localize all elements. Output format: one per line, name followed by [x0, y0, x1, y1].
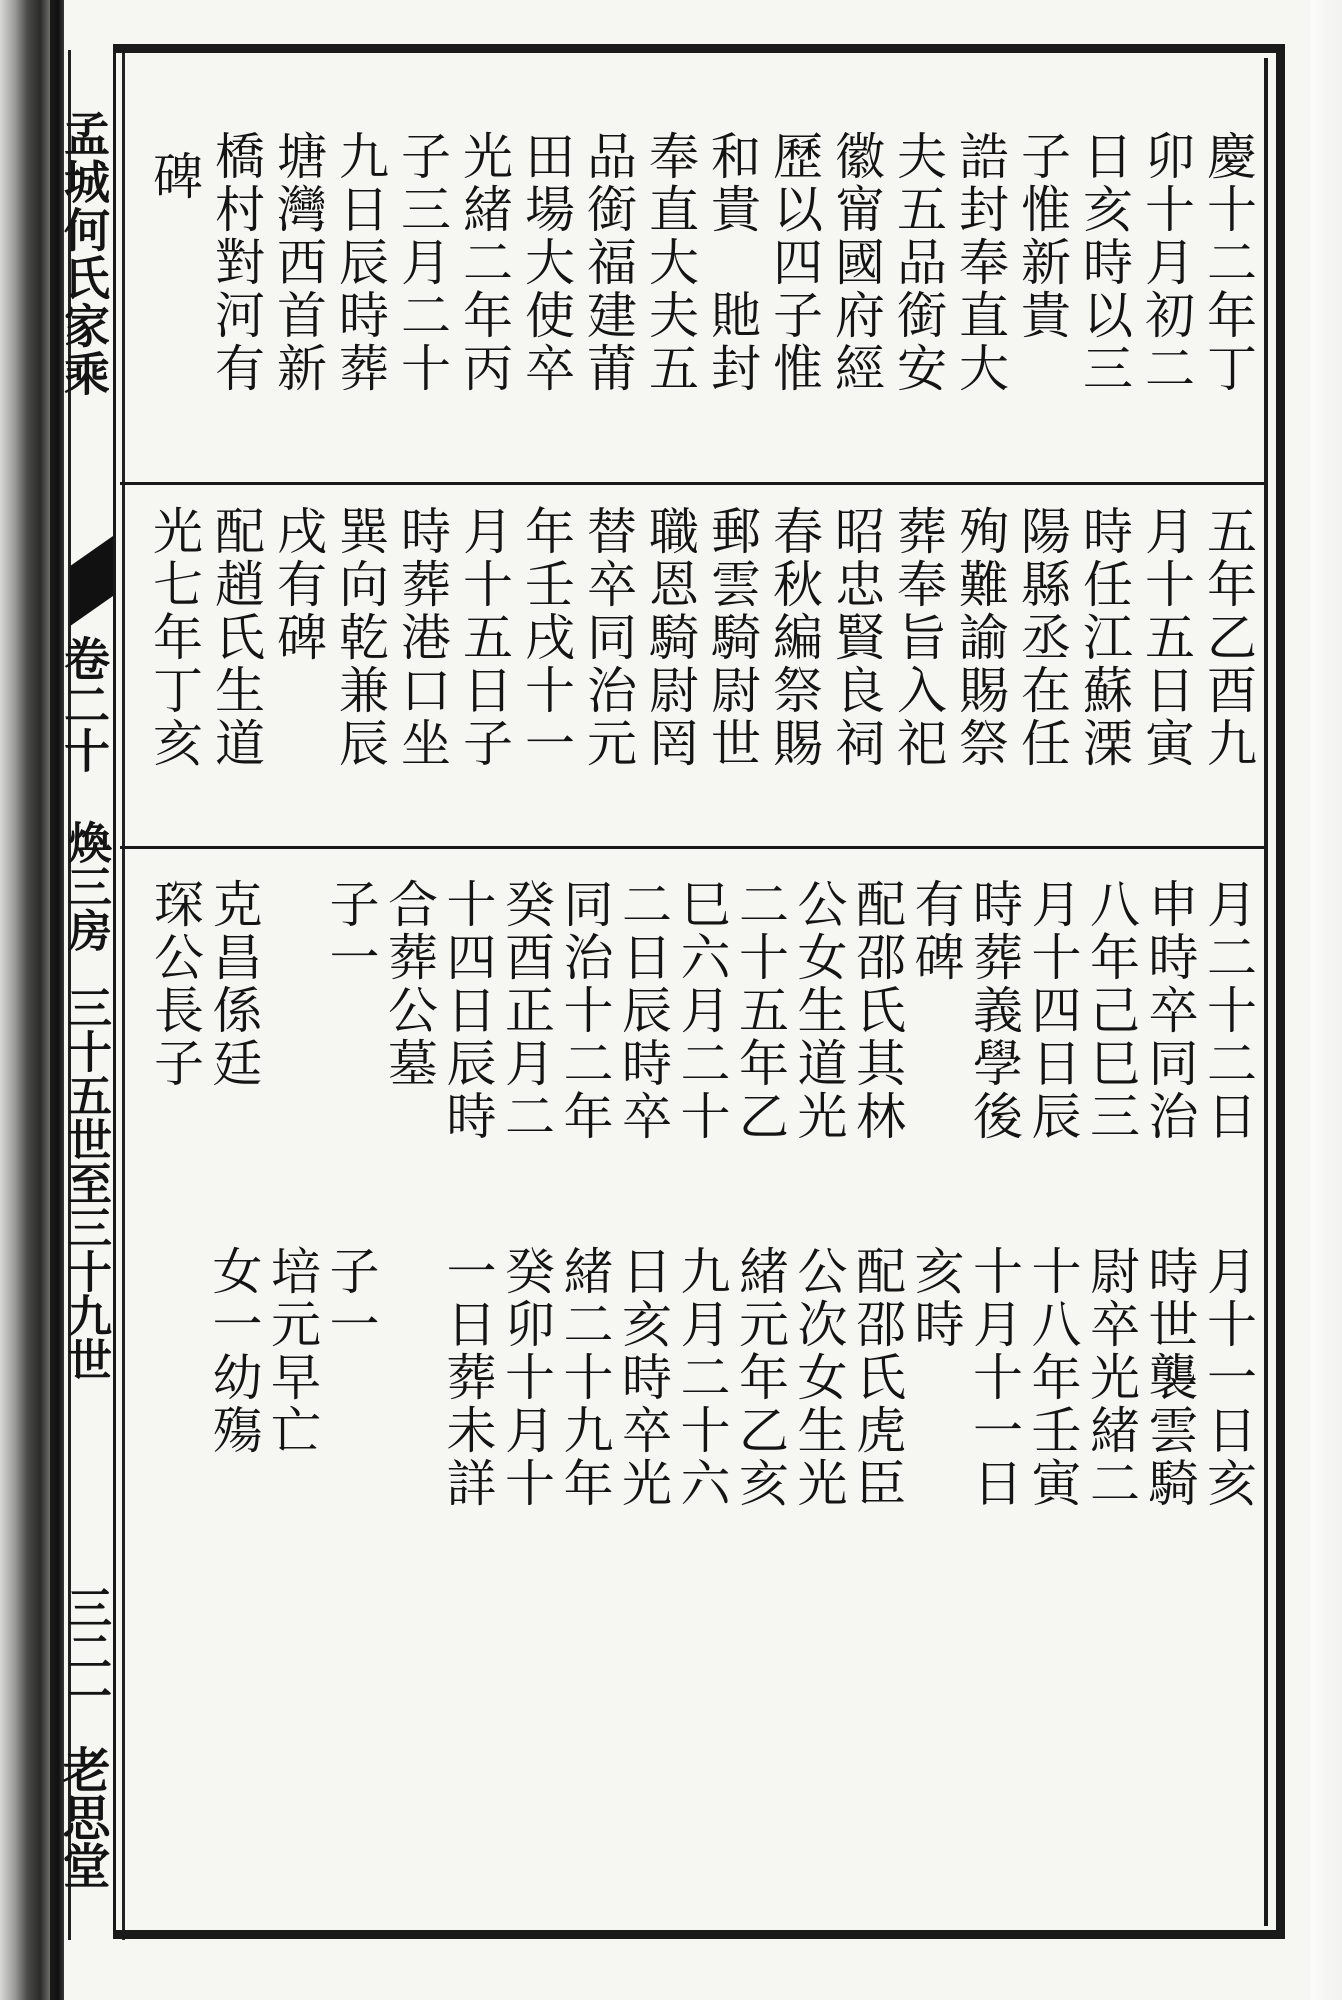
text-column: 月十五日寅	[1137, 505, 1195, 770]
branch-label: 煥三房	[60, 820, 111, 952]
text-column-upper: 有碑	[906, 878, 965, 984]
text-column-upper: 公女生道光	[789, 878, 848, 1143]
text-column: 時葬港口坐	[393, 505, 451, 770]
text-column: 昭忠賢良祠	[827, 505, 885, 770]
text-column: 陽縣丞在任	[1013, 505, 1071, 770]
text-column-lower: 女一幼殤	[204, 1245, 263, 1457]
text-column: 職恩騎尉罔	[641, 505, 699, 770]
text-column-upper: 二日辰時卒	[614, 878, 672, 1143]
section-divider	[120, 482, 1268, 485]
generations-label: 三十五世至三十九世	[60, 985, 111, 1381]
text-column-upper: 時葬義學後	[965, 878, 1023, 1143]
text-column: 郵雲騎尉世	[703, 505, 761, 770]
page-right-margin	[1310, 0, 1342, 2000]
text-column: 奉直大夫五	[641, 130, 699, 395]
text-column-upper: 合葬公墓	[380, 878, 438, 1090]
text-column: 戌有碑	[269, 505, 327, 664]
text-column: 替卒同治元	[579, 505, 637, 770]
volume-label: 卷二十	[57, 635, 111, 773]
text-column-upper: 子一	[321, 878, 380, 984]
text-column-upper: 二十五年乙	[731, 878, 789, 1143]
text-column: 日亥時以三	[1075, 130, 1133, 395]
text-column-upper: 克昌係廷	[204, 878, 263, 1090]
text-column-lower: 十八年壬寅	[1023, 1245, 1082, 1510]
text-column-upper: 申時卒同治	[1140, 878, 1199, 1143]
text-column: 徽甯國府經	[827, 130, 885, 395]
text-column: 殉難諭賜祭	[951, 505, 1009, 770]
text-column-lower: 一日葬未詳	[438, 1245, 497, 1510]
text-column-lower: 公次女生光	[789, 1245, 848, 1510]
text-column-lower: 癸卯十月十	[497, 1245, 555, 1510]
book-spine-shadow	[0, 0, 50, 2000]
text-column-lower: 培元早亡	[263, 1245, 321, 1457]
text-column: 子惟新貴	[1013, 130, 1071, 342]
text-column: 誥封奉直大	[951, 130, 1009, 395]
text-column-upper: 同治十二年	[555, 878, 614, 1143]
text-column: 葬奉旨入祀	[889, 505, 947, 770]
text-column-upper: 八年己巳三	[1082, 878, 1140, 1143]
text-column: 橋村對河有	[207, 130, 265, 395]
text-column-lower: 九月二十六	[672, 1245, 731, 1510]
text-column: 年壬戌十一	[517, 505, 575, 770]
text-column: 田場大使卒	[517, 130, 575, 395]
text-column-lower: 月十一日亥	[1199, 1245, 1257, 1510]
text-column: 子三月二十	[393, 130, 451, 395]
text-column: 光緒二年丙	[455, 130, 513, 395]
text-column: 歷以四子惟	[765, 130, 823, 395]
text-column: 卯十月初二	[1137, 130, 1195, 395]
text-column-lower: 時世襲雲騎	[1140, 1245, 1199, 1510]
text-column: 品銜福建莆	[579, 130, 637, 395]
hall-name: 老思堂	[54, 1745, 110, 1889]
text-column: 光七年丁亥	[145, 505, 203, 770]
text-column-lower: 配邵氏虎臣	[848, 1245, 906, 1510]
text-column-upper: 十四日辰時	[438, 878, 497, 1143]
text-column: 和貴 貤封	[703, 130, 761, 395]
page-number: 三二一	[60, 1585, 111, 1717]
text-column-lower: 十月十一日	[965, 1245, 1023, 1510]
text-column-upper: 琛公長子	[146, 878, 204, 1090]
text-column: 塘灣西首新	[269, 130, 327, 395]
text-column-lower: 亥時	[906, 1245, 965, 1351]
text-column: 巽向乾兼辰	[331, 505, 389, 770]
text-column-upper: 癸酉正月二	[497, 878, 555, 1143]
text-column: 配趙氏生道	[207, 505, 265, 770]
text-column: 九日辰時葬	[331, 130, 389, 395]
text-column: 月十五日子	[455, 505, 513, 770]
frame-inner-rule	[1264, 58, 1268, 1926]
section-divider	[120, 846, 1268, 849]
text-column-upper: 配邵氏其林	[848, 878, 906, 1143]
fish-tail-mark	[70, 534, 116, 626]
text-column-lower: 緒二十九年	[555, 1245, 614, 1510]
text-column: 時任江蘇溧	[1075, 505, 1133, 770]
text-column-upper: 巳六月二十	[672, 878, 731, 1143]
text-column: 五年乙酉九	[1199, 505, 1257, 770]
text-column-lower: 緒元年乙亥	[731, 1245, 789, 1510]
text-column: 春秋編祭賜	[765, 505, 823, 770]
text-column-upper: 月二十二日	[1199, 878, 1257, 1143]
text-column-lower: 日亥時卒光	[614, 1245, 672, 1510]
text-column: 碑	[145, 150, 203, 203]
text-column: 慶十二年丁	[1199, 130, 1257, 395]
text-column-lower: 尉卒光緒二	[1082, 1245, 1140, 1510]
text-column-upper: 月十四日辰	[1023, 878, 1082, 1143]
genealogy-title: 孟城何氏家乘	[57, 110, 111, 398]
text-column: 夫五品銜安	[889, 130, 947, 395]
text-column-lower: 子一	[321, 1245, 380, 1351]
